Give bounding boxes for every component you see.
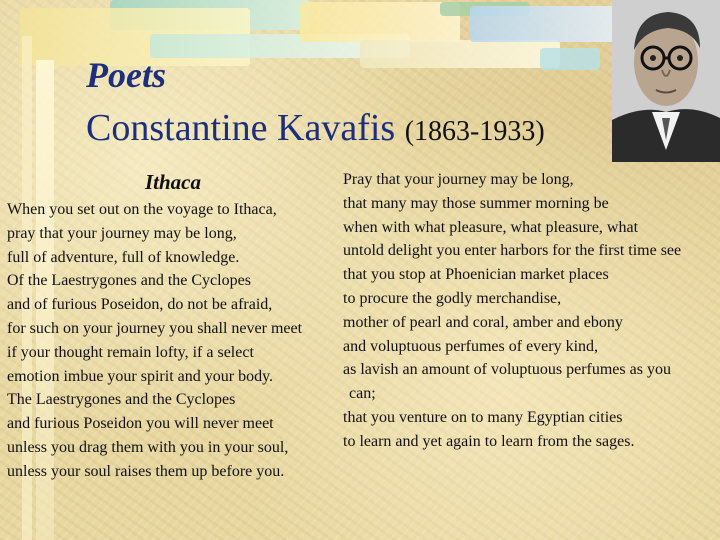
poem-line: emotion imbue your spirit and your body.: [7, 367, 274, 385]
poem-line: that you venture on to many Egyptian cities: [343, 408, 623, 426]
poem-line: pray that your journey may be long,: [7, 224, 237, 242]
poem-line: for such on your journey you shall never meet: [7, 319, 303, 337]
poem-line: if your thought remain lofty, if a select: [7, 343, 254, 361]
poet-name: Constantine Kavafis: [86, 107, 396, 149]
poet-portrait-photo: [612, 0, 720, 162]
poem-line: that you stop at Phoenician market places: [343, 266, 609, 284]
banner-strip: [360, 40, 560, 68]
poem-line: Of the Laestrygones and the Cyclopes: [7, 272, 251, 290]
poem-line: and furious Poseidon you will never meet: [7, 415, 274, 433]
poem-line: and of furious Poseidon, do not be afraid,: [7, 296, 273, 314]
banner-strip: [300, 2, 460, 42]
poem-line: to procure the godly merchandise,: [343, 289, 562, 307]
poem-line: full of adventure, full of knowledge.: [7, 248, 240, 266]
poem-line: When you set out on the voyage to Ithaca,: [7, 201, 277, 218]
poem-left-column: [7, 198, 302, 484]
portrait-illustration: [612, 0, 720, 162]
poem-line: to learn and yet again to learn from the sages.: [343, 432, 635, 450]
poem-line: The Laestrygones and the Cyclopes: [7, 391, 236, 409]
poem-line: mother of pearl and coral, amber and ebony: [343, 313, 623, 331]
slide-subheading: [86, 106, 545, 150]
poem-title: Ithaca: [145, 170, 202, 194]
poem-line: untold delight you enter harbors for the first time see: [343, 242, 682, 260]
poem-line: as lavish an amount of voluptuous perfumes as you: [343, 361, 671, 379]
poem-line: that many may those summer morning be: [343, 194, 609, 212]
poem-line: unless your soul raises them up before you.: [7, 462, 285, 480]
banner-strip: [540, 48, 600, 70]
poet-dates: (1863-1933): [404, 116, 545, 147]
poem-line: when with what pleasure, what pleasure, what: [343, 218, 639, 236]
poem-right-column: [343, 168, 681, 454]
slide-heading: Poets: [86, 55, 166, 95]
poem-line: and voluptuous perfumes of every kind,: [343, 337, 599, 355]
poem-line: can;: [349, 385, 376, 403]
poem-line: Pray that your journey may be long,: [343, 171, 574, 188]
poem-line: unless you drag them with you in your soul,: [7, 438, 289, 456]
banner-strip: [470, 6, 620, 42]
